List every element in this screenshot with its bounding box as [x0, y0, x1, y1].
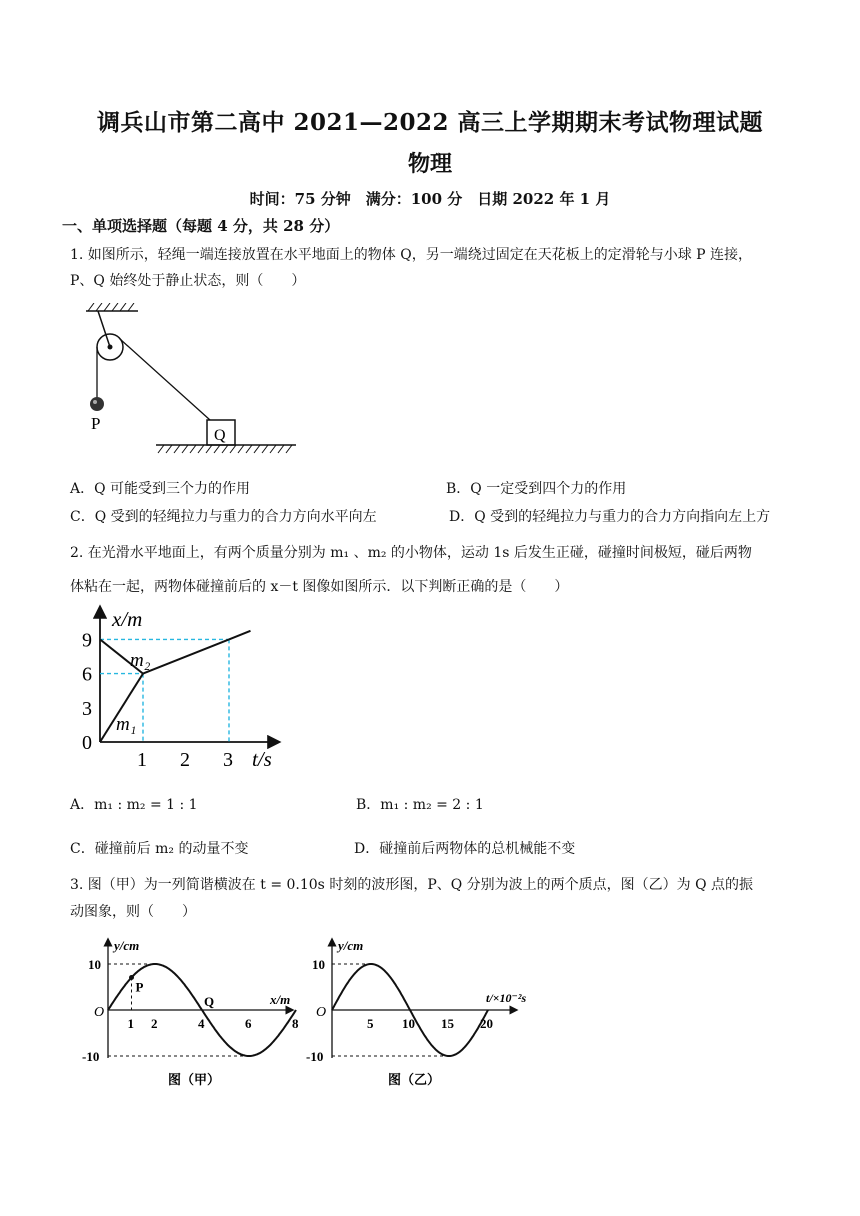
q2-option-b[interactable]: B．m₁ : m₂ = 2 : 1: [356, 797, 484, 813]
paper-subtitle: 物理: [407, 151, 452, 177]
q2-option-c[interactable]: C．碰撞前后 m₂ 的动量不变: [70, 841, 249, 857]
q3b-xtick-10: 10: [402, 1016, 415, 1031]
q2-ytick-3: 3: [82, 697, 92, 720]
q2-xt-chart: [70, 604, 290, 774]
q3a-ylabel: y/cm: [114, 938, 140, 953]
q3a-xtick-2: 2: [151, 1016, 158, 1031]
q1-line2: P、Q 始终处于静止状态，则（ ）: [70, 273, 306, 289]
label-p: P: [91, 414, 101, 433]
q2-xtick-3: 3: [223, 749, 233, 771]
q3a-xtick-6: 6: [245, 1016, 252, 1031]
q2-xlabel: t/s: [252, 747, 272, 771]
q1-pulley-figure: [80, 303, 300, 463]
ground-hatch: [158, 445, 292, 453]
q2-label-m1: m₁: [116, 714, 137, 735]
q3a-xtick-4: 4: [198, 1016, 205, 1031]
q3a-label-p: P: [135, 979, 144, 995]
q3b-ytick-10: 10: [312, 957, 325, 972]
q1-option-d[interactable]: D．Q 受到的轻绳拉力与重力的合力方向指向左上方: [449, 509, 771, 525]
q2-xtick-1: 1: [137, 749, 147, 771]
q3a-ytick-10: 10: [88, 957, 101, 972]
q3b-origin: O: [316, 1005, 327, 1020]
q3-line1: 3. 图（甲）为一列简谐横波在 t = 0.10s 时刻的波形图，P、Q 分别为波上的两个质点，图（乙）为 Q 点的振: [70, 877, 754, 893]
q3b-ytick--10: -10: [306, 1049, 324, 1064]
q3b-xtick-20: 20: [480, 1016, 493, 1031]
q3a-label-q: Q: [204, 994, 215, 1009]
q2-ylabel: x/m: [112, 607, 143, 631]
q3a-origin: O: [94, 1005, 105, 1020]
q3a-point-p: [129, 975, 134, 980]
section-heading: 一、单项选择题（每题 4 分，共 28 分）: [62, 217, 340, 235]
q3b-xtick-5: 5: [367, 1016, 374, 1031]
q3a-xtick-1: 1: [127, 1016, 134, 1031]
q2-series-extension: [229, 631, 251, 640]
q2-ytick-0: 0: [82, 732, 92, 754]
exam-meta: 时间：75 分钟 满分：100 分 日期 2022 年 1 月: [249, 190, 611, 208]
q1-option-b[interactable]: B．Q 一定受到四个力的作用: [446, 481, 627, 497]
paper-title: 调兵山市第二高中 2021—2022 高三上学期期末考试物理试题: [96, 109, 764, 136]
q2-line2: 体粘在一起，两物体碰撞前后的 x－t 图像如图所示．以下判断正确的是（ ）: [70, 579, 569, 595]
q2-ytick-6: 6: [82, 663, 92, 686]
q3b-xtick-15: 15: [441, 1016, 454, 1031]
q3a-caption: 图（甲）: [168, 1072, 221, 1087]
q1-line1: 1. 如图所示，轻绳一端连接放置在水平地面上的物体 Q，另一端绕过固定在天花板上的定滑轮与小球 P 连接，: [70, 247, 753, 263]
q2-ytick-9: 9: [82, 629, 92, 652]
q3-line2: 动图象，则（ ）: [70, 904, 196, 920]
q3a-xlabel: x/m: [270, 992, 291, 1007]
q2-series-combined: [143, 639, 229, 673]
ball-p: [90, 397, 104, 411]
q3b-caption: 图（乙）: [388, 1072, 441, 1087]
q3b-ylabel: y/cm: [338, 938, 364, 953]
label-q: Q: [214, 427, 226, 444]
q3a-ytick--10: -10: [82, 1049, 100, 1064]
q1-option-c[interactable]: C．Q 受到的轻绳拉力与重力的合力方向水平向左: [70, 509, 377, 525]
q3a-xtick-8: 8: [292, 1016, 299, 1031]
q3-wave-figure-b: [300, 934, 560, 1094]
q1-option-a[interactable]: A．Q 可能受到三个力的作用: [70, 481, 251, 497]
q2-label-m2: m₂: [130, 650, 151, 671]
q3b-xlabel: t/×10⁻²s: [486, 991, 527, 1005]
q2-line1: 2. 在光滑水平地面上，有两个质量分别为 m₁ 、m₂ 的小物体，运动 1s 后发生正碰，碰撞时间极短，碰后两物: [70, 545, 752, 561]
q3-wave-figure-a: [70, 934, 310, 1094]
q2-option-a[interactable]: A．m₁ : m₂ = 1 : 1: [70, 797, 198, 813]
q2-xtick-2: 2: [180, 749, 190, 771]
q2-option-d[interactable]: D．碰撞前后两物体的总机械能不变: [354, 841, 576, 857]
